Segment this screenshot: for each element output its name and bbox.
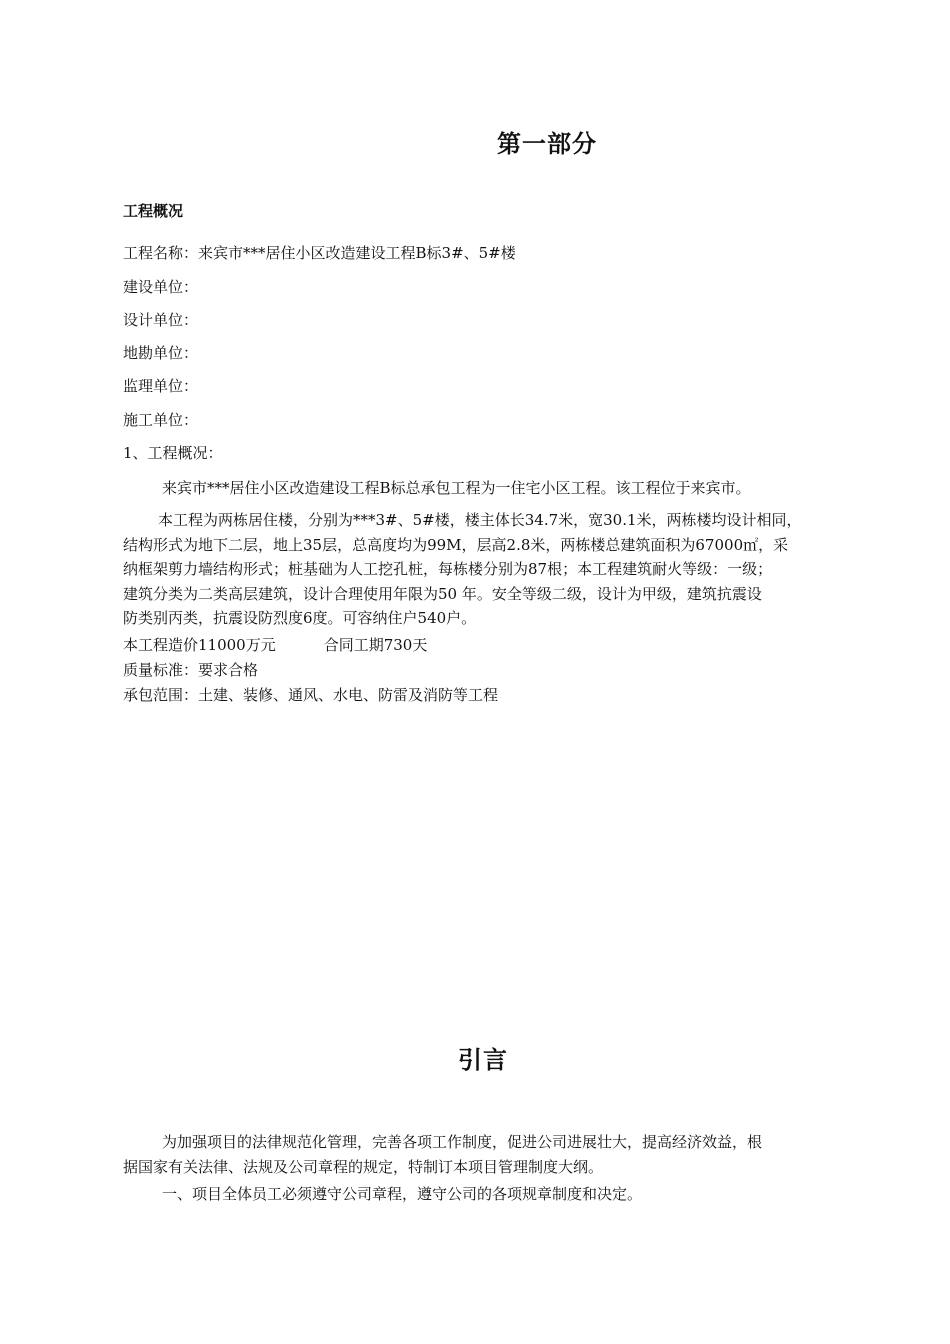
intro-paragraph-line: 为加强项目的法律规范化管理，完善各项工作制度，促进公司进展壮大，提高经济效益，根 xyxy=(162,1133,763,1151)
field-contractor: 施工单位： xyxy=(123,411,199,429)
intro-paragraph-line: 据国家有关法律、法规及公司章程的规定，特制订本项目管理制度大纲。 xyxy=(123,1158,604,1176)
cost-line xyxy=(123,634,427,655)
overview-paragraph-2-line: 纳框架剪力墙结构形式；桩基础为人工挖孔桩，每栋楼分别为87根；本工程建筑耐火等级：一级； xyxy=(123,560,773,578)
field-builder: 建设单位： xyxy=(123,278,199,296)
overview-paragraph-2-line: 本工程为两栋居住楼，分别为***3#、5#楼，楼主体长34.7米，宽30.1米，两栋楼均设计相同， xyxy=(158,511,802,529)
intro-title: 引言 xyxy=(458,1045,508,1074)
intro-paragraph xyxy=(123,1131,863,1181)
overview-paragraph-2-line: 防类别丙类，抗震设防烈度6度。可容纳住户540户。 xyxy=(123,609,477,627)
overview-paragraph-2-line: 建筑分类为二类高层建筑，设计合理使用年限为50 年。安全等级二级，设计为甲级，建筑抗震设 xyxy=(123,584,762,603)
field-project-name: 工程名称：来宾市***居住小区改造建设工程B标3#、5#楼 xyxy=(123,244,516,262)
overview-paragraph-2-line: 结构形式为地下二层，地上35层，总高度均为99M，层高2.8米，两栋楼总建筑面积为67000㎡，采 xyxy=(123,535,789,554)
contract-scope: 承包范围：土建、装修、通风、水电、防雷及消防等工程 xyxy=(123,686,499,704)
intro-item-1: 一、项目全体员工必须遵守公司章程，遵守公司的各项规章制度和决定。 xyxy=(162,1185,643,1203)
section1-heading: 1、工程概况： xyxy=(123,444,223,462)
part-title: 第一部分 xyxy=(497,129,597,158)
contract-duration: 合同工期730天 xyxy=(323,636,428,654)
overview-paragraph-2 xyxy=(123,509,863,632)
quality-standard: 质量标准：要求合格 xyxy=(123,661,259,679)
field-designer: 设计单位： xyxy=(123,311,199,329)
field-surveyor: 地勘单位： xyxy=(123,344,199,362)
overview-heading: 工程概况 xyxy=(123,202,184,220)
field-supervisor: 监理单位： xyxy=(123,377,199,395)
overview-paragraph-1: 来宾市***居住小区改造建设工程B标总承包工程为一住宅小区工程。该工程位于来宾市。 xyxy=(162,479,751,497)
project-cost: 本工程造价11000万元 xyxy=(123,636,276,654)
